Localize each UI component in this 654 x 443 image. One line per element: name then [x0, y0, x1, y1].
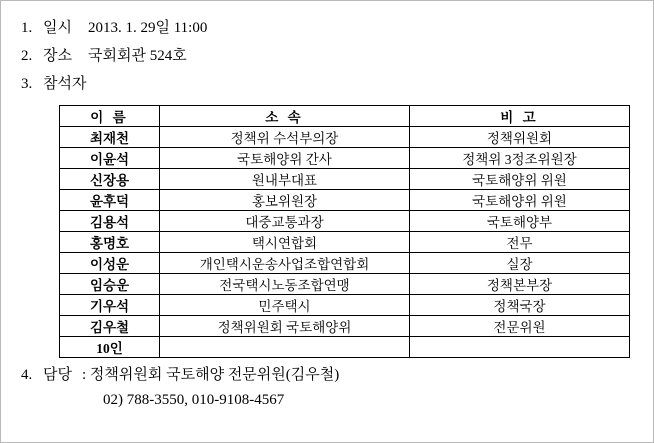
- column-header-name: 이 름: [60, 106, 160, 127]
- table-row: [60, 169, 630, 190]
- contact-block: [21, 368, 633, 408]
- contact-number: 4.: [21, 367, 33, 383]
- info-value: 2013. 1. 29일 11:00: [87, 20, 208, 36]
- cell-total-count: 10인: [60, 337, 160, 358]
- cell-name: 김우철: [60, 316, 160, 337]
- table-row: [60, 274, 630, 295]
- cell-name: 홍명호: [60, 232, 160, 253]
- cell-name: 이성운: [60, 253, 160, 274]
- cell-org: 원내부대표: [160, 169, 410, 190]
- cell-note: 전무: [410, 232, 630, 253]
- cell-note: 정책본부장: [410, 274, 630, 295]
- cell-name: 신장용: [60, 169, 160, 190]
- info-line-attendees: [21, 77, 633, 92]
- cell-note: 국토해양위 위원: [410, 169, 630, 190]
- cell-name: 윤후덕: [60, 190, 160, 211]
- contact-label: 담당: [43, 367, 72, 383]
- cell-note: 실장: [410, 253, 630, 274]
- cell-org: 개인택시운송사업조합연합회: [160, 253, 410, 274]
- cell-note: 전문위원: [410, 316, 630, 337]
- cell-note: 국토해양위 위원: [410, 190, 630, 211]
- table-row: [60, 127, 630, 148]
- contact-phone: 02) 788-3550, 010-9108-4567: [103, 392, 285, 408]
- cell-org: 정책위원회 국토해양위: [160, 316, 410, 337]
- cell-org: 민주택시: [160, 295, 410, 316]
- info-label: 일시: [43, 20, 72, 36]
- cell-name: 김용석: [60, 211, 160, 232]
- cell-note: 정책위원회: [410, 127, 630, 148]
- info-label: 장소: [43, 48, 72, 64]
- table-row: [60, 232, 630, 253]
- table-row-total: [60, 337, 630, 358]
- column-header-org: 소 속: [160, 106, 410, 127]
- info-number: 2.: [21, 48, 33, 64]
- cell-name: 이윤석: [60, 148, 160, 169]
- info-number: 1.: [21, 20, 33, 36]
- cell-org: 홍보위원장: [160, 190, 410, 211]
- cell-org: 정책위 수석부의장: [160, 127, 410, 148]
- meeting-info-list: [21, 21, 633, 92]
- cell-note: [410, 337, 630, 358]
- cell-org: 택시연합회: [160, 232, 410, 253]
- cell-name: 기우석: [60, 295, 160, 316]
- cell-name: 최재천: [60, 127, 160, 148]
- contact-value: : 정책위원회 국토해양 전문위원(김우철): [81, 367, 340, 383]
- column-header-note: 비 고: [410, 106, 630, 127]
- attendees-table: [59, 105, 630, 358]
- cell-name: 임승운: [60, 274, 160, 295]
- cell-org: [160, 337, 410, 358]
- cell-org: 전국택시노동조합연맹: [160, 274, 410, 295]
- cell-note: 정책위 3정조위원장: [410, 148, 630, 169]
- info-value: 국회회관 524호: [87, 48, 187, 64]
- table-row: [60, 295, 630, 316]
- table-header-row: [60, 106, 630, 127]
- cell-note: 국토해양부: [410, 211, 630, 232]
- cell-org: 국토해양위 간사: [160, 148, 410, 169]
- info-label: 참석자: [43, 76, 87, 92]
- cell-note: 정책국장: [410, 295, 630, 316]
- info-number: 3.: [21, 76, 33, 92]
- cell-org: 대중교통과장: [160, 211, 410, 232]
- table-row: [60, 148, 630, 169]
- info-line-date: [21, 21, 633, 36]
- table-row: [60, 253, 630, 274]
- contact-line: [21, 368, 633, 383]
- info-line-place: [21, 49, 633, 64]
- table-row: [60, 316, 630, 337]
- table-row: [60, 190, 630, 211]
- table-row: [60, 211, 630, 232]
